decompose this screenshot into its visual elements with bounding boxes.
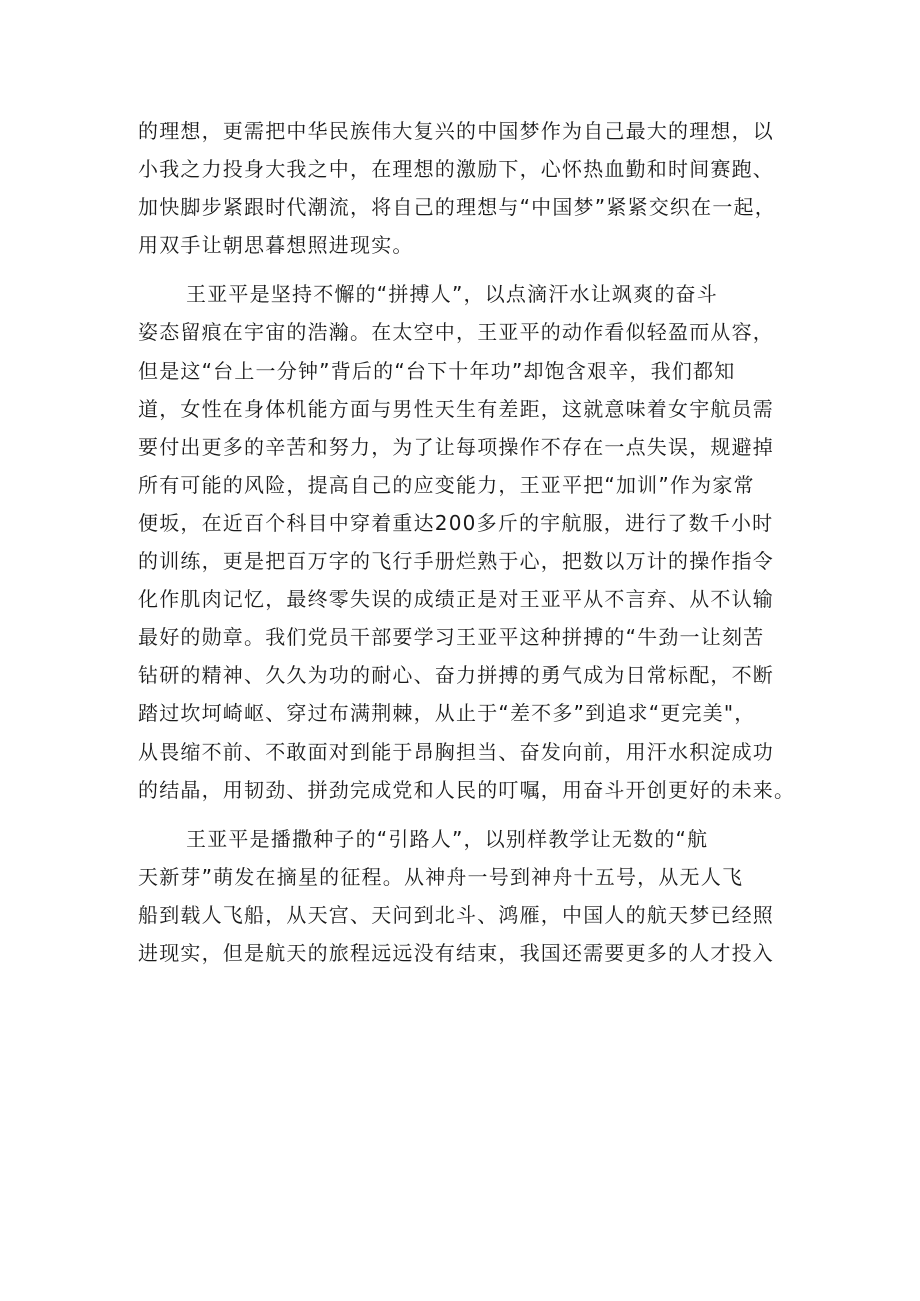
text-line: 便坂，在近百个科目中穿着重达200多斤的宇航服，进行了数千小时 [138,510,774,535]
text-line: 但是这“台上一分钟”背后的“台下十年功”却饱含艰辛，我们都知 [138,358,736,383]
text-line: 钻研的精神、久久为功的耐心、奋力拼搏的勇气成为日常标配，不断 [138,663,774,688]
text-line: 从畏缩不前、不敢面对到能于昂胸担当、奋发向前，用汗水积淀成功 [138,739,774,764]
text-line: 加快脚步紧跟时代潮流，将自己的理想与“中国梦”紧紧交织在一起， [138,195,776,220]
paragraph-start-line: 王亚平是播撒种子的“引路人”，以别样教学让无数的“航 [186,826,709,851]
text-line: 最好的勋章。我们党员干部要学习王亚平这种拼搏的“牛劲一让刻苦 [138,625,765,650]
text-line: 化作肌肉记忆，最终零失误的成绩正是对王亚平从不言弃、从不认输 [138,587,774,612]
text-line: 船到载人飞船，从天宫、天问到北斗、鸿雁，中国人的航天梦已经照 [138,902,774,927]
text-line: 要付出更多的辛苦和努力，为了让每项操作不存在一点失误，规避掉 [138,434,774,459]
text-line: 天新芽”萌发在摘星的征程。从神舟一号到神舟十五号，从无人飞 [138,864,744,889]
text-line: 用双手让朝思暮想照进现实。 [138,233,414,258]
body-text [138,112,818,972]
text-line: 踏过坎坷崎岖、穿过布满荆棘，从止于“差不多”到追求“更完美"， [138,701,756,726]
text-line: 的结晶，用韧劲、拼劲完成党和人民的叮嘱，用奋斗开创更好的未来。 [138,777,796,802]
text-line: 的理想，更需把中华民族伟大复兴的中国梦作为自己最大的理想，以 [138,119,774,143]
text-line: 进现实，但是航天的旅程远远没有结束，我国还需要更多的人才投入 [138,940,774,965]
text-line: 姿态留痕在宇宙的浩瀚。在太空中，王亚平的动作看似轻盈而从容， [138,320,774,345]
text-line: 小我之力投身大我之中，在理想的激励下，心怀热血勤和时间赛跑、 [138,157,774,182]
text-line: 所有可能的风险，提高自己的应变能力，王亚平把“加训”作为家常 [138,472,755,497]
text-line: 的训练，更是把百万字的飞行手册烂熟于心，把数以万计的操作指令 [138,549,774,574]
text-line: 道，女性在身体机能方面与男性天生有差距，这就意味着女宇航员需 [138,396,774,421]
paragraph-start-line: 王亚平是坚持不懈的“拼搏人”，以点滴汗水让飒爽的奋斗 [186,282,718,307]
